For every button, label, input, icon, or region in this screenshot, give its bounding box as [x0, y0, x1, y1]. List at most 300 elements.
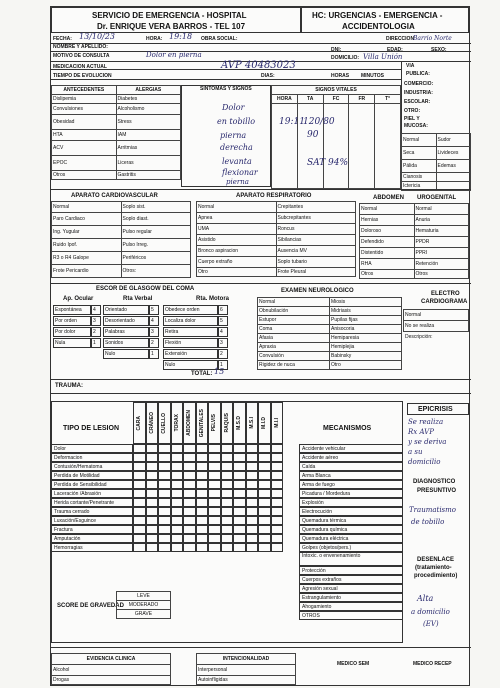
- abdomen-urogenital-table: [359, 203, 469, 279]
- lesion-cell[interactable]: [171, 489, 184, 498]
- lesion-cell[interactable]: [246, 498, 259, 507]
- glasgow-ocular-1: Por orden: [53, 316, 91, 326]
- glasgow-motora-5: Nulo: [163, 360, 218, 370]
- lesion-row-label-5: Laceración /Abrasión: [51, 489, 133, 498]
- lesion-cell[interactable]: [271, 534, 284, 543]
- glasgow-motora-score-2: 4: [218, 327, 228, 337]
- gravedad-grave: GRAVE: [117, 610, 171, 619]
- lesion-cell[interactable]: [183, 489, 196, 498]
- lesion-cell[interactable]: [158, 462, 171, 471]
- lesion-cell[interactable]: [171, 498, 184, 507]
- evidencia-drogas: Drogas: [52, 676, 171, 685]
- desenlace-title-1: DESENLACE: [417, 557, 455, 563]
- lesion-cell[interactable]: [233, 444, 246, 453]
- lesion-cell[interactable]: [171, 525, 184, 534]
- lesion-cell[interactable]: [196, 498, 209, 507]
- mecanismo-item-15[interactable]: Agresión sexual: [299, 584, 403, 593]
- mecanismo-item-14[interactable]: Cuerpos extraños: [299, 575, 403, 584]
- lesion-cell[interactable]: [271, 516, 284, 525]
- region-label-9: M.S.I: [248, 417, 255, 429]
- ant-iam: IAM: [116, 130, 181, 141]
- resp-cuerpo-extrano: Cuerpo extraño: [197, 257, 277, 268]
- mecanismo-item-2[interactable]: Caída: [299, 462, 403, 471]
- mecanismo-item-5[interactable]: Picadura / Mordedura: [299, 489, 403, 498]
- lesion-cell[interactable]: [196, 444, 209, 453]
- lesion-cell[interactable]: [221, 462, 234, 471]
- lesion-cell[interactable]: [183, 534, 196, 543]
- neuro-pupilas: Pupilas fijas: [330, 316, 402, 325]
- region-header-4: [183, 402, 196, 444]
- mecanismo-item-8[interactable]: Quemadura térmica: [299, 516, 403, 525]
- lesion-row-label-11: Hemorragias: [51, 543, 133, 552]
- lesion-cell[interactable]: [158, 444, 171, 453]
- lesion-cell[interactable]: [158, 534, 171, 543]
- signos-vitales-header: SIGNOS VITALES: [272, 86, 401, 95]
- lesion-cell[interactable]: [258, 489, 271, 498]
- sexo-label: SEXO:: [431, 47, 447, 53]
- lesion-cell[interactable]: [221, 471, 234, 480]
- lesion-cell[interactable]: [133, 489, 146, 498]
- lesion-cell[interactable]: [183, 525, 196, 534]
- lesion-cell[interactable]: [183, 462, 196, 471]
- ecg-descripcion: Descripción:: [405, 334, 433, 340]
- mecanismo-item-17[interactable]: Ahogamiento: [299, 602, 403, 611]
- sintomas-box: [181, 85, 271, 187]
- abd-distentido: Distentido: [360, 248, 415, 259]
- glasgow-motora-1: Localiza dolor: [163, 316, 218, 326]
- neuro-afasia: Afasia: [258, 334, 330, 343]
- lesion-cell[interactable]: [183, 498, 196, 507]
- lesion-cell[interactable]: [146, 543, 159, 552]
- lesion-cell[interactable]: [208, 453, 221, 462]
- lesion-cell[interactable]: [196, 507, 209, 516]
- glasgow-total-label: TOTAL:: [191, 371, 213, 377]
- lesion-cell[interactable]: [171, 444, 184, 453]
- lesion-row-label-0: Dolor: [51, 444, 133, 453]
- mecanismo-item-1[interactable]: Accidente aéreo: [299, 453, 403, 462]
- lesion-cell[interactable]: [246, 453, 259, 462]
- lesion-cell[interactable]: [171, 516, 184, 525]
- region-label-7: RAQUIS: [223, 413, 230, 433]
- nombre-label: NOMBRE Y APELLIDO:: [53, 44, 108, 50]
- vit-t: T°: [375, 95, 401, 104]
- sintomas-header: SINTOMAS Y SIGNOS: [200, 86, 252, 92]
- lesion-cell[interactable]: [233, 471, 246, 480]
- lesion-cell[interactable]: [233, 525, 246, 534]
- glasgow-total-value: 15: [214, 367, 225, 376]
- region-label-4: ABDOMEN: [186, 410, 193, 436]
- lesion-cell[interactable]: [158, 507, 171, 516]
- lesion-cell[interactable]: [258, 471, 271, 480]
- mecanismo-item-11[interactable]: Golpes (objetos/pers.): [299, 543, 403, 552]
- mecanismo-item-0[interactable]: Accidente vehicular: [299, 444, 403, 453]
- neuro-rigidez: Rigidez de nuca: [258, 361, 330, 370]
- region-header-5: [196, 402, 209, 444]
- lesion-cell[interactable]: [221, 525, 234, 534]
- lesion-cell[interactable]: [208, 525, 221, 534]
- mecanismo-item-16[interactable]: Estrangulamiento: [299, 593, 403, 602]
- lesion-cell[interactable]: [221, 543, 234, 552]
- lesion-cell[interactable]: [258, 480, 271, 489]
- evidencia-alcohol: Alcohol: [52, 665, 171, 676]
- glasgow-verbal-0: Orientado: [103, 305, 149, 315]
- glasgow-verbal-score-4: 1: [149, 349, 159, 359]
- uro-otros: Otros: [414, 270, 469, 279]
- vit-ta-value: 120/80: [303, 117, 335, 127]
- cardio-frote: Frote Pericardio: [52, 265, 122, 278]
- resp-otro: Otro: [197, 268, 277, 277]
- cardio-yugular: Ing. Yugular: [52, 226, 122, 239]
- lesion-cell[interactable]: [196, 462, 209, 471]
- mecanismo-item-12[interactable]: Intoxic. o envenenamiento: [299, 552, 403, 566]
- lesion-cell[interactable]: [133, 444, 146, 453]
- lesion-cell[interactable]: [133, 462, 146, 471]
- abdomen-title: ABDOMEN: [373, 195, 404, 201]
- lesion-cell[interactable]: [221, 453, 234, 462]
- piel-label-2: MUCOSA:: [404, 123, 428, 129]
- glasgow-verbal-2: Palabras: [103, 327, 149, 337]
- lesion-cell[interactable]: [246, 462, 259, 471]
- lesion-cell[interactable]: [246, 516, 259, 525]
- region-header-0: [133, 402, 146, 444]
- glasgow-motora-0: Obedece orden: [163, 305, 218, 315]
- lesion-cell[interactable]: [208, 444, 221, 453]
- lesion-cell[interactable]: [146, 489, 159, 498]
- ecg-no-realiza: No se realiza: [404, 321, 469, 332]
- lesion-cell[interactable]: [258, 534, 271, 543]
- lesion-cell[interactable]: [158, 516, 171, 525]
- neuro-normal: Normal: [258, 298, 330, 307]
- lesion-cell[interactable]: [233, 453, 246, 462]
- lesion-cell[interactable]: [196, 453, 209, 462]
- lesion-cell[interactable]: [171, 462, 184, 471]
- lesion-cell[interactable]: [221, 507, 234, 516]
- lesion-cell[interactable]: [208, 498, 221, 507]
- epicrisis-line-1: Se realiza: [408, 418, 444, 426]
- lesion-cell[interactable]: [208, 534, 221, 543]
- glasgow-motora-4: Extensión: [163, 349, 218, 359]
- lesion-cell[interactable]: [208, 516, 221, 525]
- sintoma-7: pierna: [226, 178, 249, 186]
- lesion-cell[interactable]: [146, 444, 159, 453]
- sintoma-2: en tobillo: [217, 117, 256, 126]
- lesion-cell[interactable]: [146, 516, 159, 525]
- lesion-cell[interactable]: [258, 543, 271, 552]
- minutos-label: MINUTOS: [361, 73, 384, 79]
- glasgow-verbal-score-0: 5: [149, 305, 159, 315]
- lesion-cell[interactable]: [146, 507, 159, 516]
- alergias-header: ALERGIAS: [116, 86, 181, 95]
- lesion-cell[interactable]: [146, 462, 159, 471]
- lesion-cell[interactable]: [158, 525, 171, 534]
- glasgow-title: ESCOR DE GLASGOW DEL COMA: [96, 286, 195, 292]
- medicacion-label: MEDICACION ACTUAL: [53, 64, 107, 70]
- lesion-cell[interactable]: [183, 480, 196, 489]
- lesion-cell[interactable]: [183, 507, 196, 516]
- neuro-hemiparesia: Hemiparesia: [330, 334, 402, 343]
- lesion-cell[interactable]: [158, 480, 171, 489]
- lesion-cell[interactable]: [233, 489, 246, 498]
- lesion-cell[interactable]: [196, 534, 209, 543]
- lesion-cell[interactable]: [171, 471, 184, 480]
- lesion-cell[interactable]: [158, 489, 171, 498]
- mecanismo-item-7[interactable]: Electrocución: [299, 507, 403, 516]
- lesion-cell[interactable]: [208, 462, 221, 471]
- neuro-coma: Coma: [258, 325, 330, 334]
- mecanismo-item-9[interactable]: Quemadura química: [299, 525, 403, 534]
- mecanismo-item-10[interactable]: Quemadura eléctrica: [299, 534, 403, 543]
- piel-label-1: PIEL Y: [404, 116, 420, 122]
- abd-doloroso: Doloroso: [360, 226, 415, 237]
- lesion-cell[interactable]: [146, 480, 159, 489]
- lesion-cell[interactable]: [183, 471, 196, 480]
- glasgow-verbal-4: Nulo: [103, 349, 149, 359]
- abd-rha: RHA: [360, 259, 415, 270]
- lesion-cell[interactable]: [221, 489, 234, 498]
- lesion-cell[interactable]: [258, 498, 271, 507]
- resp-asistido: Asistido: [197, 235, 277, 246]
- lesion-cell[interactable]: [208, 543, 221, 552]
- uro-ppri: PPRI: [414, 248, 469, 259]
- medico-recep-label: MEDICO RECEP: [413, 661, 452, 667]
- ant-hta: HTA: [52, 130, 117, 141]
- lesion-cell[interactable]: [233, 534, 246, 543]
- antecedentes-table: [51, 85, 181, 180]
- neuro-convulsion: Convulsión: [258, 352, 330, 361]
- vit-ta: TA: [297, 95, 323, 104]
- resp-uma: UMA: [197, 224, 277, 235]
- header-right-box: [301, 7, 469, 33]
- mecanismo-item-3[interactable]: Arma Blanca: [299, 471, 403, 480]
- lesion-cell[interactable]: [133, 498, 146, 507]
- epicrisis-line-5: domicilio: [408, 458, 441, 466]
- lesion-cell[interactable]: [271, 498, 284, 507]
- resp-apnea: Apnea: [197, 213, 277, 224]
- glasgow-verbal-1: Desorientado: [103, 316, 149, 326]
- mecanismo-item-13[interactable]: Protección: [299, 566, 403, 575]
- lesion-cell[interactable]: [146, 498, 159, 507]
- lesion-cell[interactable]: [258, 516, 271, 525]
- comercio-label: COMERCIO:: [404, 81, 434, 87]
- region-label-10: M.I.D: [261, 417, 268, 429]
- lesion-cell[interactable]: [183, 516, 196, 525]
- sintoma-5: levanta: [222, 157, 252, 166]
- cardio-ruido: Ruido Ipof.: [52, 239, 122, 252]
- ant-liceras: Liceras: [116, 156, 181, 171]
- lesion-cell[interactable]: [221, 498, 234, 507]
- lesion-cell[interactable]: [208, 489, 221, 498]
- lesion-cell[interactable]: [146, 471, 159, 480]
- lesion-cell[interactable]: [258, 462, 271, 471]
- mecanismo-item-18[interactable]: OTROS: [299, 611, 403, 620]
- ant-gastritis: Gastritis: [116, 171, 181, 180]
- lesion-cell[interactable]: [258, 525, 271, 534]
- lesion-cell[interactable]: [233, 480, 246, 489]
- lesion-cell[interactable]: [246, 525, 259, 534]
- lesion-cell[interactable]: [196, 489, 209, 498]
- lesion-row-label-10: Amputación: [51, 534, 133, 543]
- lesion-cell[interactable]: [271, 525, 284, 534]
- resp-normal: Normal: [197, 202, 277, 213]
- uro-hematuria: Hematuria: [414, 226, 469, 237]
- lesion-cell[interactable]: [158, 453, 171, 462]
- intencionalidad-title: INTENCIONALIDAD: [197, 654, 296, 665]
- obra-social-label: OBRA SOCIAL:: [201, 36, 238, 42]
- sintoma-3: pierna: [220, 131, 247, 140]
- lesion-cell[interactable]: [158, 543, 171, 552]
- lesion-cell[interactable]: [246, 444, 259, 453]
- region-header-8: [233, 402, 246, 444]
- ant-arritmias: Arritmias: [116, 141, 181, 156]
- lesion-cell[interactable]: [171, 543, 184, 552]
- motivo-label: MOTIVO DE CONSULTA: [53, 53, 110, 59]
- lesion-cell[interactable]: [246, 534, 259, 543]
- lesion-cell[interactable]: [208, 480, 221, 489]
- industria-label: INDUSTRIA:: [404, 90, 433, 96]
- lesion-cell[interactable]: [133, 480, 146, 489]
- lesion-cell[interactable]: [221, 516, 234, 525]
- desenlace-line-2: a domicilio: [411, 608, 450, 616]
- lesion-cell[interactable]: [158, 498, 171, 507]
- lesion-cell[interactable]: [146, 453, 159, 462]
- lesion-cell[interactable]: [258, 507, 271, 516]
- lesion-cell[interactable]: [271, 471, 284, 480]
- lesion-cell[interactable]: [233, 462, 246, 471]
- diag-line-1: Traumatismo: [409, 506, 457, 514]
- ant-alcoholismo: Alcoholismo: [116, 104, 181, 115]
- glasgow-verbal-score-3: 2: [149, 338, 159, 348]
- glasgow-motora-score-4: 2: [218, 349, 228, 359]
- lesion-cell[interactable]: [133, 543, 146, 552]
- lesion-cell[interactable]: [233, 507, 246, 516]
- lesion-cell[interactable]: [271, 543, 284, 552]
- escolar-label: ESCOLAR:: [404, 99, 431, 105]
- abd-normal: Normal: [360, 204, 415, 215]
- cardio-pulso-regular: Pulso regular: [121, 226, 191, 239]
- lesion-cell[interactable]: [221, 480, 234, 489]
- lesion-cell[interactable]: [221, 444, 234, 453]
- domicilio-label: DOMICILIO:: [331, 55, 360, 61]
- cardio-soplo-sist: Soplo sist.: [121, 202, 191, 213]
- diag-line-2: de tobillo: [411, 518, 445, 526]
- lesion-cell[interactable]: [183, 444, 196, 453]
- hospital-title: SERVICIO DE EMERGENCIA - HOSPITAL: [92, 11, 247, 20]
- lesion-cell[interactable]: [233, 498, 246, 507]
- lesion-cell[interactable]: [133, 471, 146, 480]
- lesion-cell[interactable]: [271, 444, 284, 453]
- ecg-normal: Normal: [404, 310, 469, 321]
- region-label-3: TORAX: [173, 414, 180, 432]
- mecanismo-item-6[interactable]: Explosión: [299, 498, 403, 507]
- lesion-cell[interactable]: [133, 534, 146, 543]
- fecha-value: 13/10/23: [79, 32, 115, 41]
- lesion-cell[interactable]: [146, 534, 159, 543]
- sintoma-1: Dolor: [222, 103, 245, 112]
- lesion-row-label-9: Fractura: [51, 525, 133, 534]
- lesion-cell[interactable]: [246, 489, 259, 498]
- sat-value: SAT 94%: [307, 158, 349, 168]
- vit-hora-value: 19:11: [279, 117, 305, 127]
- epicrisis-line-2: Rx AVP: [408, 428, 434, 436]
- lesion-cell[interactable]: [133, 453, 146, 462]
- sintoma-6: flexionar: [222, 168, 258, 177]
- lesion-cell[interactable]: [183, 453, 196, 462]
- cardio-normal: Normal: [52, 202, 122, 213]
- lesion-cell[interactable]: [258, 444, 271, 453]
- lesion-cell[interactable]: [196, 480, 209, 489]
- lesion-cell[interactable]: [196, 516, 209, 525]
- region-header-2: [158, 402, 171, 444]
- lesion-cell[interactable]: [246, 471, 259, 480]
- medico-sem-label: MEDICO SEM: [337, 661, 370, 667]
- glasgow-motora-score-5: 1: [218, 360, 228, 370]
- lesion-cell[interactable]: [133, 516, 146, 525]
- lesion-cell[interactable]: [196, 543, 209, 552]
- lesion-cell[interactable]: [133, 507, 146, 516]
- lesion-cell[interactable]: [183, 543, 196, 552]
- intencionalidad-table: [196, 653, 296, 685]
- glasgow-ocular-0: Espontánea: [53, 305, 91, 315]
- lesion-cell[interactable]: [233, 543, 246, 552]
- neuro-hemiplejia: Hemiplejia: [330, 343, 402, 352]
- lesion-cell[interactable]: [271, 507, 284, 516]
- lesion-cell[interactable]: [196, 471, 209, 480]
- lesion-cell[interactable]: [171, 534, 184, 543]
- lesion-cell[interactable]: [196, 525, 209, 534]
- lesion-cell[interactable]: [133, 525, 146, 534]
- glasgow-motora-score-0: 6: [218, 305, 228, 315]
- lesion-cell[interactable]: [246, 507, 259, 516]
- piel-seca: Seca: [402, 147, 437, 160]
- sintoma-4: derecha: [220, 143, 253, 152]
- lesion-cell[interactable]: [171, 453, 184, 462]
- lesion-cell[interactable]: [271, 453, 284, 462]
- lesion-cell[interactable]: [221, 534, 234, 543]
- region-label-8: M.S.D: [236, 416, 243, 430]
- lesion-cell[interactable]: [258, 453, 271, 462]
- resp-ausencia-mv: Ausencia MV: [276, 246, 356, 257]
- lesion-cell[interactable]: [208, 471, 221, 480]
- lesion-cell[interactable]: [171, 507, 184, 516]
- resp-sibilancias: Sibilancias: [276, 235, 356, 246]
- glasgow-ocular-score-3: 1: [91, 338, 101, 348]
- tipo-lesion-title: TIPO DE LESION: [63, 425, 120, 432]
- edad-label: EDAD:: [387, 47, 403, 53]
- lesion-cell[interactable]: [146, 525, 159, 534]
- glasgow-verbal-score-1: 4: [149, 316, 159, 326]
- epicrisis-line-3: y se deriva: [408, 438, 447, 446]
- lesion-row-label-7: Trauma cerrado: [51, 507, 133, 516]
- lesion-cell[interactable]: [271, 462, 284, 471]
- lesion-cell[interactable]: [233, 516, 246, 525]
- lesion-cell[interactable]: [246, 543, 259, 552]
- mecanismo-item-4[interactable]: Arma de fuego: [299, 480, 403, 489]
- abd-otros: Otros: [360, 270, 415, 279]
- piel-sudor: Sudor: [436, 134, 471, 147]
- lesion-cell[interactable]: [208, 507, 221, 516]
- lesion-cell[interactable]: [271, 480, 284, 489]
- lesion-cell[interactable]: [271, 489, 284, 498]
- lesion-cell[interactable]: [158, 471, 171, 480]
- dias-label: DIAS:: [261, 73, 275, 79]
- region-label-11: M.I.I: [273, 418, 280, 428]
- medicacion-value: AVP 40483023: [221, 60, 296, 71]
- gravedad-moderado: MODERADO: [117, 601, 171, 610]
- region-label-0: CARA: [136, 415, 143, 431]
- lesion-cell[interactable]: [171, 480, 184, 489]
- lesion-cell[interactable]: [246, 480, 259, 489]
- glasgow-ocular-3: Nula: [53, 338, 91, 348]
